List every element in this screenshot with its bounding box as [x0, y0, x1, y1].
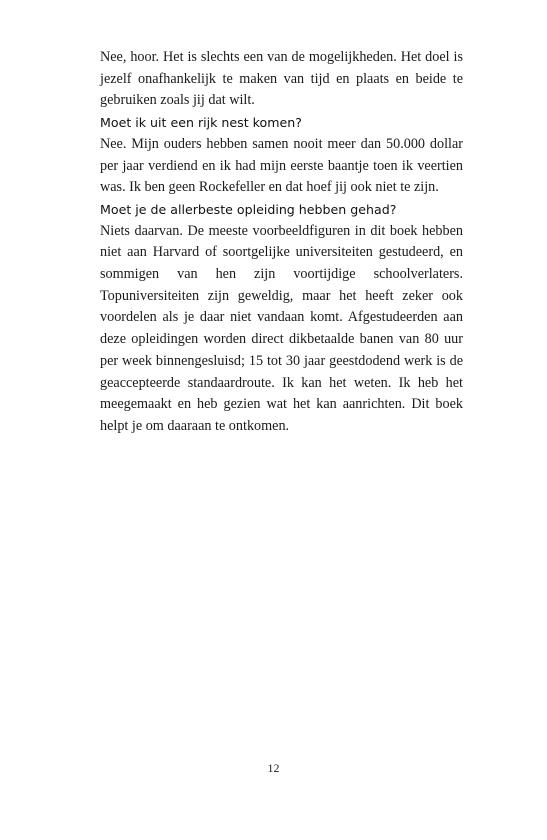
paragraph-3: Niets daarvan. De meeste voorbeeldfiguren in dit boek hebben niet aan Harvard of soortgelijke universiteiten gestudeerd, en sommigen van hen zijn voortijdige schoolverlaters. Topuniversiteiten zijn geweldig, maar het heeft zeker ook voordelen als je daar niet vandaan komt. Afgestudeerden aan deze opleidingen worden direct dikbetaalde banen van 80 uur per week binnengesluisd; 15 tot 30 jaar geestdodend werk is de geaccepteerde standaardroute. Ik kan het weten. Ik heb het meegemaakt en heb gezien wat het kan aanrichten. Dit boek helpt je om daaraan te ontkomen.: [100, 222, 463, 434]
page-number: 12: [267, 761, 280, 775]
question-heading-1: Moet ik uit een rijk nest komen?: [100, 115, 302, 131]
question-heading-2: Moet je de allerbeste opleiding hebben gehad?: [100, 201, 397, 217]
paragraph-2: Nee. Mijn ouders hebben samen nooit meer dan 50.000 dollar per jaar verdiend en ik had mijn eerste baantje toen ik veertien was. Ik ben geen Rockefeller en dat hoef jij ook niet te zijn.: [100, 135, 463, 196]
text-block: [88, 47, 463, 438]
paragraph-1: Nee, hoor. Het is slechts een van de mogelijkheden. Het doel is jezelf onafhankelijk te maken van tijd en plaats en beide te gebruiken zoals jij dat wilt.: [100, 49, 463, 109]
